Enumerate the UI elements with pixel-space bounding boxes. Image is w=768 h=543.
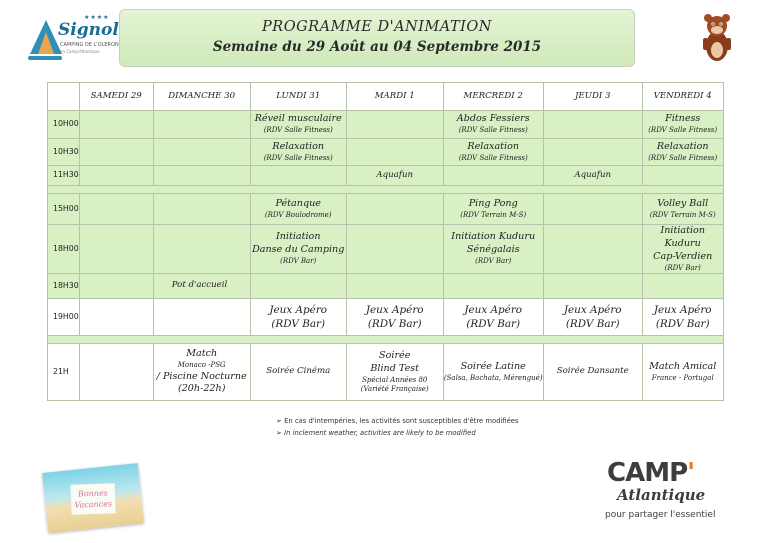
empty-cell: [642, 274, 723, 299]
activity-location: (RDV Bar): [475, 257, 512, 266]
vacation-sign: [71, 483, 116, 515]
time-label: 21H: [48, 344, 80, 401]
activity-cell: [642, 111, 723, 139]
activity-cell: [153, 344, 250, 401]
beach-photo: [42, 463, 144, 533]
activity-cell: [443, 194, 543, 225]
activity-cell: [250, 225, 346, 274]
empty-cell: [543, 225, 642, 274]
activity-location: (RDV Bar): [271, 318, 326, 331]
separator-row: [48, 336, 724, 344]
activity-name-2: Cap-Verdien: [653, 250, 713, 262]
title-banner: [119, 9, 635, 67]
activity-name: Jeux Apéro: [653, 304, 712, 317]
empty-cell: [443, 274, 543, 299]
empty-cell: [543, 194, 642, 225]
header-row: [48, 83, 724, 111]
activity-location: (RDV Bar): [367, 318, 422, 331]
activity-detail: Spécial Années 80: [362, 375, 428, 384]
empty-cell: [153, 299, 250, 336]
day-header: MERCREDI 2: [443, 83, 543, 111]
activity-cell: Pot d'accueil: [153, 274, 250, 299]
activity-cell: [443, 111, 543, 139]
empty-cell: [346, 194, 443, 225]
activity-name: Volley Ball: [657, 197, 709, 209]
time-label: 10H30: [48, 139, 80, 166]
empty-cell: [250, 166, 346, 186]
activity-name: Jeux Apéro: [563, 304, 622, 317]
empty-cell: [153, 166, 250, 186]
activity-name: Match Amical: [649, 361, 717, 373]
row-11h30: [48, 166, 724, 186]
activity-cell: [250, 139, 346, 166]
empty-cell: [642, 166, 723, 186]
activity-name: Abdos Fessiers: [456, 113, 530, 125]
activity-cell: [642, 344, 723, 401]
logo-slogan: pour partager l'essentiel: [605, 510, 716, 520]
empty-cell: [153, 225, 250, 274]
empty-cell: [79, 344, 153, 401]
page-title: PROGRAMME D'ANIMATION: [262, 19, 492, 35]
activity-name-2: Blind Test: [370, 362, 420, 374]
activity-detail: France - Portugal: [651, 374, 714, 382]
day-header: LUNDI 31: [250, 83, 346, 111]
activity-name: Jeux Apéro: [464, 304, 523, 317]
day-header: VENDREDI 4: [642, 83, 723, 111]
empty-cell: [543, 111, 642, 139]
empty-cell: [543, 274, 642, 299]
separator: [48, 186, 724, 194]
activity-detail-2: / Piscine Nocturne: [156, 370, 247, 382]
activity-name: Fitness: [665, 113, 701, 125]
empty-cell: [250, 274, 346, 299]
activity-location: (RDV Salle Fitness): [263, 153, 333, 162]
empty-cell: [346, 274, 443, 299]
activity-cell: [346, 344, 443, 401]
empty-cell: [79, 299, 153, 336]
empty-cell: [443, 166, 543, 186]
note-french: ➢ En cas d'intempéries, les activités sont susceptibles d'être modifiées: [276, 415, 519, 427]
activity-cell: [642, 194, 723, 225]
activity-time: (20h-22h): [177, 383, 226, 395]
activity-name: Initiation Kuduru: [660, 225, 705, 249]
activity-location: (RDV Boulodrome): [264, 210, 332, 219]
logo-brand: Signol: [58, 20, 119, 40]
activity-location: (RDV Terrain M-S): [460, 210, 527, 219]
logo-apostrophe: ': [687, 458, 695, 488]
activity-location: (RDV Bar): [466, 318, 521, 331]
activity-location: (RDV Salle Fitness): [648, 153, 718, 162]
activity-cell: [642, 139, 723, 166]
activity-location: (RDV Salle Fitness): [458, 153, 528, 162]
row-18h00: [48, 225, 724, 274]
row-18h30: [48, 274, 724, 299]
corner-cell: [48, 83, 80, 111]
empty-cell: [79, 139, 153, 166]
activity-location: (RDV Salle Fitness): [458, 126, 528, 135]
empty-cell: [153, 194, 250, 225]
activity-name: Jeux Apéro: [365, 304, 424, 317]
day-header: JEUDI 3: [543, 83, 642, 111]
row-10h30: [48, 139, 724, 166]
activity-cell: [443, 225, 543, 274]
time-label: 11H30: [48, 166, 80, 186]
day-header: SAMEDI 29: [79, 83, 153, 111]
activity-name: Relaxation: [656, 140, 709, 152]
row-15h00: [48, 194, 724, 225]
empty-cell: [153, 139, 250, 166]
activity-detail-2: (Variété Française): [360, 385, 429, 394]
activity-cell: Aquafun: [346, 166, 443, 186]
day-header: MARDI 1: [346, 83, 443, 111]
signol-logo: [28, 14, 119, 66]
empty-cell: [346, 225, 443, 274]
day-header: DIMANCHE 30: [153, 83, 250, 111]
activity-detail: Monaco -PSG: [177, 361, 226, 370]
time-label: 19H00: [48, 299, 80, 336]
activity-cell: [443, 344, 543, 401]
empty-cell: [79, 111, 153, 139]
page-subtitle: Semaine du 29 Août au 04 Septembre 2015: [212, 39, 542, 55]
activity-location: (RDV Salle Fitness): [648, 126, 718, 135]
activity-location: (RDV Bar): [565, 318, 620, 331]
activity-name: Initiation: [275, 231, 321, 243]
note-english: ➢ In inclement weather, activities are likely to be modified: [276, 427, 519, 439]
activity-cell: [346, 299, 443, 336]
sign-line-1: Bonnes: [77, 488, 108, 499]
time-label: 15H00: [48, 194, 80, 225]
activity-name: Relaxation: [467, 140, 520, 152]
empty-cell: [79, 225, 153, 274]
row-21h: [48, 344, 724, 401]
activity-cell: Soirée Cinéma: [250, 344, 346, 401]
empty-cell: [153, 111, 250, 139]
activity-cell: [250, 194, 346, 225]
activity-detail: (Salsa, Bachata, Mérengué): [443, 374, 543, 382]
activity-location: (RDV Bar): [655, 318, 710, 331]
activity-name: Ping Pong: [468, 197, 518, 209]
activity-cell: [443, 139, 543, 166]
activity-name-2: Sénégalais: [466, 244, 520, 256]
schedule-table: [47, 82, 724, 401]
activity-name: Soirée: [379, 349, 411, 361]
activity-name: Soirée Latine: [460, 361, 526, 373]
logo-camp-text: CAMP: [607, 458, 688, 488]
weather-notes: [276, 415, 519, 439]
activity-location: (RDV Bar): [280, 257, 317, 266]
time-label: 10H00: [48, 111, 80, 139]
empty-cell: [346, 111, 443, 139]
row-10h00: [48, 111, 724, 139]
activity-name-2: Danse du Camping: [252, 244, 345, 256]
activity-cell: Soirée Dansante: [543, 344, 642, 401]
activity-cell: Aquafun: [543, 166, 642, 186]
camp-atlantique-logo: [603, 458, 716, 530]
activity-cell: [250, 111, 346, 139]
logo-atlantique: Atlantique: [617, 486, 706, 504]
empty-cell: [346, 139, 443, 166]
activity-cell: [642, 225, 723, 274]
logo-camp-word: [607, 458, 694, 488]
activity-cell: [543, 299, 642, 336]
activity-name: Réveil musculaire: [254, 113, 342, 125]
empty-cell: [79, 166, 153, 186]
time-label: 18H30: [48, 274, 80, 299]
mascot-icon: [697, 12, 737, 64]
logo-stars: ★★★★: [84, 14, 110, 21]
activity-location: (RDV Bar): [664, 263, 701, 272]
separator-row: [48, 186, 724, 194]
activity-name: Match: [186, 348, 218, 360]
empty-cell: [543, 139, 642, 166]
activity-location: (RDV Salle Fitness): [263, 126, 333, 135]
activity-cell: [642, 299, 723, 336]
logo-tagline-2: en Camp'Atlantique: [60, 49, 100, 54]
row-19h00: [48, 299, 724, 336]
activity-location: (RDV Terrain M-S): [649, 210, 716, 219]
sign-line-2: Vacances: [74, 499, 113, 510]
separator: [48, 336, 724, 344]
activity-name: Pétanque: [275, 197, 321, 209]
activity-name: Jeux Apéro: [269, 304, 328, 317]
time-label: 18H00: [48, 225, 80, 274]
activity-name: Initiation Kuduru: [451, 231, 536, 243]
logo-tagline: CAMPING DE L'OLERON: [60, 42, 119, 48]
tent-inner-icon: [38, 32, 54, 54]
empty-cell: [79, 274, 153, 299]
activity-name: Relaxation: [272, 140, 325, 152]
wave-icon: [28, 56, 62, 60]
activity-cell: [443, 299, 543, 336]
empty-cell: [79, 194, 153, 225]
activity-cell: [250, 299, 346, 336]
